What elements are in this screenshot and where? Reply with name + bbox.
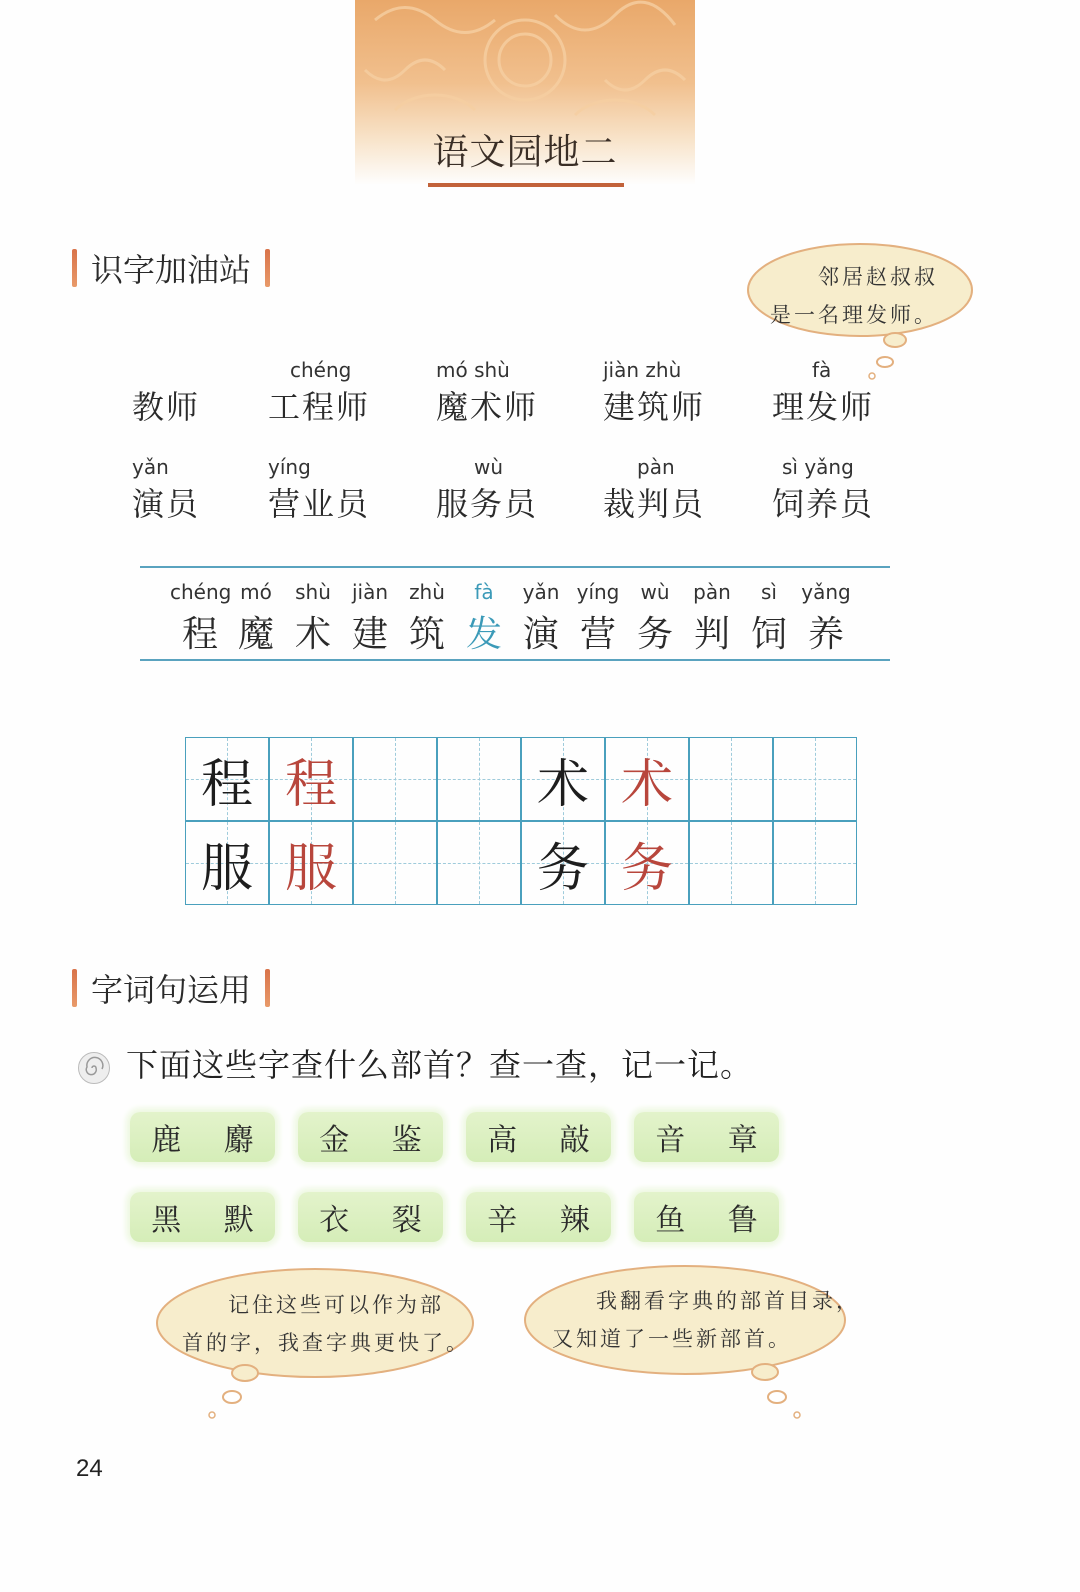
- grid-cell[interactable]: [689, 737, 773, 821]
- grid-cell: [605, 821, 689, 905]
- new-char-highlight: [454, 580, 514, 657]
- radical-pair: [130, 1192, 275, 1242]
- char-pinyin: zhù: [409, 580, 445, 604]
- bubble-line: 是一名理发师。: [770, 303, 938, 327]
- new-char: [340, 580, 400, 657]
- new-char: [511, 580, 571, 657]
- radical-pair: [130, 1112, 275, 1162]
- char-glyph: 判: [693, 614, 730, 655]
- char-pinyin: sì: [761, 580, 777, 604]
- question-swirl-icon: [78, 1052, 110, 1084]
- model-char: 术: [536, 754, 589, 815]
- word-text: 工程师: [268, 388, 371, 426]
- trace-char: 程: [284, 754, 337, 815]
- word-text: 建筑师: [603, 388, 706, 426]
- radical-char: 麝: [223, 1123, 254, 1158]
- section-title: 字词句运用: [91, 971, 252, 1009]
- bubble-line: 首的字，我查字典更快了。: [182, 1331, 470, 1355]
- radical-char: 鹿: [151, 1123, 182, 1158]
- char-pinyin: fà: [474, 580, 494, 604]
- word-item: [603, 358, 705, 428]
- word-text: 理发师: [772, 388, 875, 426]
- word-text: 裁判员: [603, 485, 706, 523]
- word-pinyin: pàn: [637, 455, 675, 479]
- word-text: 营业员: [268, 485, 371, 523]
- word-text: 演员: [132, 485, 201, 523]
- grid-cell: [185, 737, 269, 821]
- grid-cell: [605, 737, 689, 821]
- radical-char: 辣: [559, 1203, 590, 1238]
- bubble-line: 记住这些可以作为部: [228, 1293, 444, 1317]
- radical-char: 衣: [319, 1203, 350, 1238]
- char-glyph: 程: [181, 614, 218, 655]
- divider-top: [140, 566, 890, 568]
- page-number: 24: [76, 1455, 103, 1482]
- char-glyph: 营: [579, 614, 616, 655]
- grid-cell[interactable]: [437, 737, 521, 821]
- char-pinyin: shù: [295, 580, 331, 604]
- word-pinyin: sì yǎng: [782, 455, 854, 479]
- word-item: [436, 358, 538, 428]
- new-char: [226, 580, 286, 657]
- char-glyph: 养: [807, 614, 844, 655]
- word-pinyin: jiàn zhù: [603, 358, 682, 382]
- grid-cell: [269, 737, 353, 821]
- word-pinyin: fà: [812, 358, 832, 382]
- char-glyph: 务: [636, 614, 673, 655]
- grid-cell[interactable]: [773, 737, 857, 821]
- char-glyph: 筑: [408, 614, 445, 655]
- char-glyph: 演: [522, 614, 559, 655]
- word-pinyin: [132, 358, 200, 382]
- new-char: [739, 580, 799, 657]
- grid-cell: [521, 737, 605, 821]
- header-banner: [355, 0, 695, 185]
- new-char: [397, 580, 457, 657]
- radical-char: 金: [319, 1123, 350, 1158]
- radical-char: 鲁: [727, 1203, 758, 1238]
- word-pinyin: yíng: [268, 455, 311, 479]
- char-pinyin: pàn: [693, 580, 731, 604]
- char-pinyin: chéng: [170, 580, 232, 604]
- new-char: [625, 580, 685, 657]
- heading-bar-left: [72, 969, 77, 1007]
- heading-bar-right: [265, 969, 270, 1007]
- section-heading-2: [72, 965, 270, 1011]
- radical-pair: [634, 1112, 779, 1162]
- grid-cell: [521, 821, 605, 905]
- word-item: [132, 455, 200, 525]
- trace-char: 术: [620, 754, 673, 815]
- word-item: [603, 455, 705, 525]
- char-glyph: 饲: [750, 614, 787, 655]
- word-item: [268, 455, 370, 525]
- word-item: [772, 358, 874, 428]
- word-text: 饲养员: [772, 485, 875, 523]
- char-pinyin: yǎn: [522, 580, 560, 604]
- word-text: 魔术师: [436, 388, 539, 426]
- grid-cell[interactable]: [773, 821, 857, 905]
- grid-cell[interactable]: [437, 821, 521, 905]
- word-pinyin: chéng: [290, 358, 352, 382]
- radical-char: 敲: [559, 1123, 590, 1158]
- char-pinyin: mó: [240, 580, 272, 604]
- word-item: [436, 455, 538, 525]
- radical-char: 高: [487, 1123, 518, 1158]
- radical-char: 黑: [151, 1203, 182, 1238]
- radical-char: 鉴: [391, 1123, 422, 1158]
- page-title: 语文园地二: [432, 132, 618, 173]
- grid-cell[interactable]: [353, 737, 437, 821]
- char-pinyin: yíng: [576, 580, 620, 604]
- word-text: 教师: [132, 388, 201, 426]
- grid-cell: [269, 821, 353, 905]
- char-glyph: 魔: [237, 614, 274, 655]
- radical-pair: [466, 1112, 611, 1162]
- radical-char: 鱼: [655, 1203, 686, 1238]
- heading-bar-right: [265, 249, 270, 287]
- word-pinyin: mó shù: [436, 358, 510, 382]
- trace-char: 务: [620, 838, 673, 899]
- radical-pair: [298, 1192, 443, 1242]
- section-title: 识字加油站: [91, 251, 252, 289]
- model-char: 服: [200, 838, 253, 899]
- radical-pair: [634, 1192, 779, 1242]
- grid-cell: [185, 821, 269, 905]
- word-pinyin: wù: [474, 455, 504, 479]
- char-pinyin: wù: [640, 580, 670, 604]
- grid-cell[interactable]: [353, 821, 437, 905]
- word-item: [132, 358, 200, 428]
- char-glyph: 建: [351, 614, 388, 655]
- char-glyph: 发: [465, 614, 502, 655]
- word-pinyin: yǎn: [132, 455, 169, 479]
- radical-char: 章: [727, 1123, 758, 1158]
- radical-char: 默: [223, 1203, 254, 1238]
- word-item: [772, 455, 874, 525]
- char-pinyin: jiàn: [351, 580, 389, 604]
- bubble-line: 又知道了一些新部首。: [552, 1327, 792, 1351]
- section-heading-1: [72, 245, 270, 291]
- question-text: 下面这些字查什么部首？查一查，记一记。: [126, 1046, 754, 1084]
- trace-char: 服: [284, 838, 337, 899]
- new-char: [796, 580, 856, 657]
- divider-bottom: [140, 659, 890, 661]
- new-char: [568, 580, 628, 657]
- new-char: [283, 580, 343, 657]
- bubble-line: 邻居赵叔叔: [818, 265, 938, 289]
- radical-char: 裂: [391, 1203, 422, 1238]
- radical-pair: [298, 1112, 443, 1162]
- char-glyph: 术: [294, 614, 331, 655]
- grid-cell[interactable]: [689, 821, 773, 905]
- word-item: [268, 358, 370, 428]
- model-char: 务: [536, 838, 589, 899]
- radical-char: 音: [655, 1123, 686, 1158]
- model-char: 程: [200, 754, 253, 815]
- bubble-line: 我翻看字典的部首目录，: [596, 1289, 860, 1313]
- title-underline: [428, 183, 624, 187]
- heading-bar-left: [72, 249, 77, 287]
- new-char: [682, 580, 742, 657]
- radical-char: 辛: [487, 1203, 518, 1238]
- radical-pair: [466, 1192, 611, 1242]
- char-pinyin: yǎng: [801, 580, 851, 604]
- new-char: [170, 580, 230, 657]
- word-text: 服务员: [436, 485, 539, 523]
